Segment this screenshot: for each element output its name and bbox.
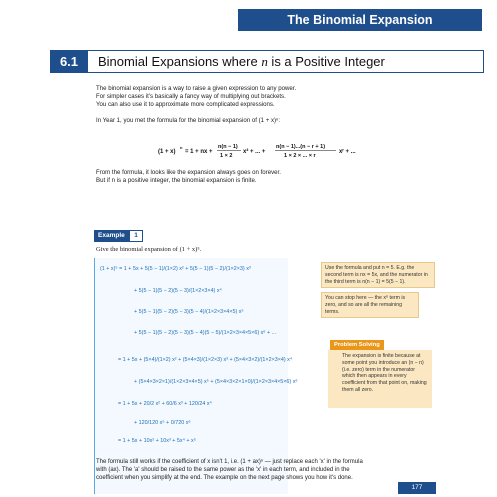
example-number: 1 (129, 230, 143, 242)
section-title-post: is a Positive Integer (267, 54, 385, 69)
svg-text:1 × 2: 1 × 2 (220, 153, 233, 159)
working-line-6: + (5×4×3×2×1)/(1×2×3×4×5) x⁵ + (5×4×3×2×1×0)/(1×2×3×4×5×6) x⁶ (134, 379, 298, 385)
svg-text:x² + ... +: x² + ... + (243, 149, 266, 155)
intro-line-2: For simpler cases it's basically a fancy way of multiplying out brackets. (96, 93, 286, 100)
after-formula-line-1: From the formula, it looks like the expansion always goes on forever. (96, 169, 281, 176)
bottom-line-3: coefficient when you simplify at the end. The example on the next page shows you how it's done. (96, 475, 353, 481)
intro-line-3: You can also use it to approximate more complicated expressions. (96, 101, 275, 108)
intro-line-4: In Year 1, you met the formula for the binomial expansion of (1 + x)ⁿ: (96, 117, 280, 124)
svg-text:n(n − 1)...(n − r + 1): n(n − 1)...(n − r + 1) (276, 144, 326, 150)
bottom-line-2: with (ax). The 'a' should be raised to the same power as the 'x' in each term, and included in the (96, 467, 350, 473)
section-title-n: n (261, 54, 268, 69)
svg-text:n(n − 1): n(n − 1) (218, 144, 238, 150)
page-number: 177 (398, 482, 436, 494)
svg-text:= 1 + nx +: = 1 + nx + (185, 149, 213, 155)
example-label: Example (94, 230, 129, 242)
working-line-7: = 1 + 5x + 20/2 x² + 60/6 x³ + 120/24 x⁴ (118, 401, 212, 407)
working-line-2: + 5(5 − 1)(5 − 2)(5 − 3)/(1×2×3×4) x⁴ (134, 288, 222, 294)
working-line-1: (1 + x)⁵ = 1 + 5x + 5(5 − 1)/(1×2) x² + 5(5 − 1)(5 − 2)/(1×2×3) x³ (100, 266, 251, 272)
section-number: 6.1 (50, 50, 88, 73)
intro-line-1: The binomial expansion is a way to raise a given expression to any power. (96, 85, 297, 92)
working-line-8: + 120/120 x⁵ + 0/720 x⁶ (134, 420, 191, 426)
svg-text:1 × 2 × ... × r: 1 × 2 × ... × r (284, 153, 316, 159)
note-formula-hint: Use the formula and put n = 5. E.g. the second term is nx = 5x, and the numerator in the third term is n(n − 1) = 5(5 − 1). (321, 262, 435, 288)
svg-text:n: n (180, 145, 183, 150)
section-title-pre: Binomial Expansions where (98, 54, 262, 69)
chapter-title: The Binomial Expansion (238, 9, 482, 31)
problem-solving-label: Problem Solving (330, 340, 384, 350)
example-prompt: Give the binomial expansion of (1 + x)⁵. (96, 246, 202, 253)
problem-solving-text: The expansion is finite because at some point you introduce an (n − n) (i.e. zero) term in the numerator which then appears in every coefficient from that point on, making them all zero. (328, 350, 432, 408)
svg-text:(1 + x): (1 + x) (158, 149, 176, 155)
working-line-4: + 5(5 − 1)(5 − 2)(5 − 3)(5 − 4)(5 − 5)/(1×2×3×4×5×6) x⁶ + ... (134, 330, 277, 336)
svg-text:xʳ + ...: xʳ + ... (339, 149, 356, 155)
working-line-5: = 1 + 5x + (5×4)/(1×2) x² + (5×4×3)/(1×2×3) x³ + (5×4×3×2)/(1×2×3×4) x⁴ (118, 357, 293, 363)
working-line-3: + 5(5 − 1)(5 − 2)(5 − 3)(5 − 4)/(1×2×3×4×5) x⁵ (134, 309, 244, 315)
section-title (98, 52, 385, 72)
formula-graphic (158, 142, 368, 160)
working-line-9: = 1 + 5x + 10x² + 10x³ + 5x⁴ + x⁵ (118, 438, 196, 444)
bottom-line-1: The formula still works if the coefficient of x isn't 1, i.e. (1 + ax)ⁿ — just replace each 'x' in the formula (96, 459, 363, 465)
binomial-formula (158, 142, 368, 160)
note-stop-here: You can stop here — the x⁶ term is zero, and so are all the remaining terms. (321, 292, 419, 318)
after-formula-line-2: But if n is a positive integer, the binomial expansion is finite. (96, 177, 257, 184)
